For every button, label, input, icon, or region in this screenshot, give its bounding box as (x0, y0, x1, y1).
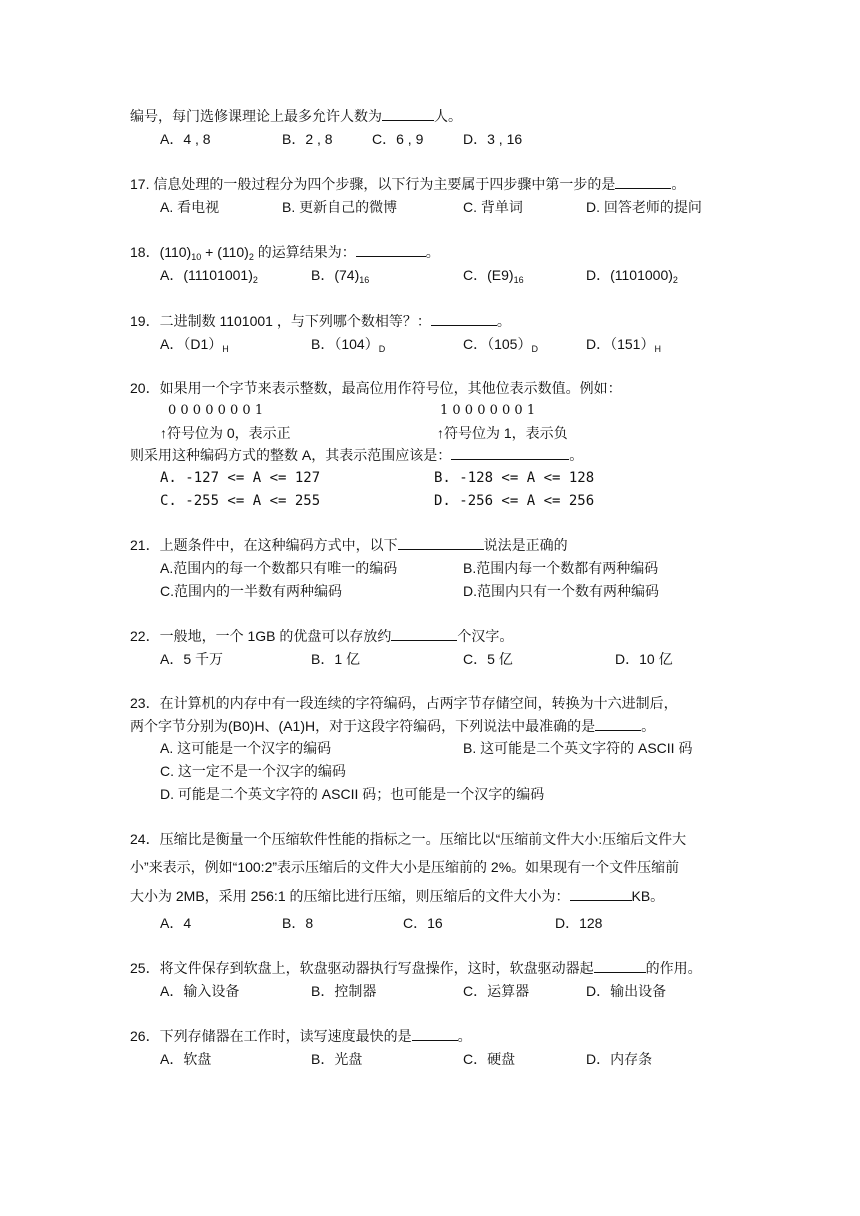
q25-option-d: D．输出设备 (586, 983, 667, 999)
q18-option-b-sub: 16 (359, 275, 370, 285)
q21-stem-end: 说法是正确的 (483, 537, 568, 553)
q19-option-b (311, 334, 385, 354)
q20-bits-negative: 1 0 0 0 0 0 0 1 (440, 403, 536, 418)
q23-stem-line2 (130, 716, 655, 736)
q17-option-a: A. 看电视 (160, 199, 220, 215)
q19-option-c-sub: D (531, 344, 538, 354)
q20-note-positive: ↑符号位为 0，表示正 (160, 425, 291, 441)
q25-stem-end: 的作用。 (645, 960, 702, 976)
q20-option-c: C. -255 <= A <= 255 (160, 493, 321, 509)
q18-option-a-text: A．(11101001) (160, 267, 253, 283)
q20-bits-positive: 0 0 0 0 0 0 0 1 (168, 403, 264, 418)
q20-stem-2-text: 则采用这种编码方式的整数 A，其表示范围应该是： (130, 447, 452, 463)
q21-option-b: B.范围内每一个数都有两种编码 (463, 560, 659, 576)
answer-blank (398, 535, 484, 550)
q16-option-d: D．3 , 16 (463, 131, 523, 147)
q24-stem-end: KB。 (631, 888, 665, 904)
q16-option-a: A．4 , 8 (160, 131, 211, 147)
q26-option-b: B．光盘 (311, 1051, 363, 1067)
q17-stem (130, 174, 685, 194)
q20-option-d: D. -256 <= A <= 256 (434, 493, 595, 509)
q24-option-c: C．16 (403, 915, 443, 931)
q18-option-c-text: C．(E9) (463, 267, 514, 283)
q23-option-a: A. 这可能是一个汉字的编码 (160, 740, 332, 756)
q22-stem (130, 626, 513, 646)
q18-sub-1: 10 (191, 252, 202, 262)
q20-stem: 20．如果用一个字节来表示整数，最高位用作符号位，其他位表示数值。例如： (130, 380, 622, 396)
q26-option-d: D．内存条 (586, 1051, 653, 1067)
q19-option-c (463, 334, 538, 354)
q16-option-b: B．2 , 8 (282, 131, 333, 147)
q26-option-a: A．软盘 (160, 1051, 212, 1067)
q26-stem (130, 1026, 472, 1046)
q24-option-d: D．128 (555, 915, 603, 931)
q18-option-b-text: B．(74) (311, 267, 360, 283)
q19-option-b-sub: D (378, 344, 386, 354)
q19-option-c-text: C．（105） (463, 336, 532, 352)
q20-option-a: A. -127 <= A <= 127 (160, 470, 321, 486)
q23-stem-text: 两个字节分别为(B0)H、(A1)H，对于这段字符编码，下列说法中最准确的是 (130, 718, 596, 734)
q19-option-d-text: D．（151） (586, 336, 655, 352)
q18-option-c (463, 265, 524, 285)
answer-blank (382, 106, 434, 121)
q16-stem-text: 编号，每门选修课理论上最多允许人数为 (130, 108, 382, 124)
answer-blank (595, 716, 641, 731)
q23-option-c: C. 这一定不是一个汉字的编码 (160, 763, 346, 779)
q26-stem-text: 26．下列存储器在工作时，读写速度最快的是 (130, 1028, 412, 1044)
answer-blank (451, 445, 569, 460)
q24-stem-line3 (130, 886, 664, 906)
q18-option-a-sub: 2 (252, 275, 258, 285)
q20-stem-2 (130, 445, 583, 465)
q17-option-c: C. 背单词 (463, 199, 523, 215)
q18-text-1: 18．(110) (130, 244, 192, 260)
q25-option-a: A．输入设备 (160, 983, 240, 999)
q25-option-c: C．运算器 (463, 983, 530, 999)
q25-stem (130, 958, 702, 978)
q22-stem-text: 22．一般地，一个 1GB 的优盘可以存放约 (130, 628, 392, 644)
q18-option-d (586, 265, 678, 285)
answer-blank (594, 958, 646, 973)
q17-stem-text: 17. 信息处理的一般过程分为四个步骤，以下行为主要属于四步骤中第一步的是 (130, 176, 616, 192)
q20-stem-2-end: 。 (569, 447, 584, 463)
q24-stem-text: 大小为 2MB，采用 256:1 的压缩比进行压缩，则压缩后的文件大小为： (130, 888, 570, 904)
q19-option-a-sub: H (222, 344, 229, 354)
q19-stem-text: 19．二进制数 1101001 ，与下列哪个数相等？： (130, 313, 431, 329)
q18-sub-2: 2 (248, 252, 254, 262)
q16-option-c: C．6 , 9 (372, 131, 424, 147)
q18-stem-end: 。 (425, 244, 440, 260)
answer-blank (570, 886, 632, 901)
q23-stem-end: 。 (641, 718, 656, 734)
q18-option-a (160, 265, 258, 285)
q19-option-b-text: B．（104） (311, 336, 379, 352)
q19-option-a (160, 334, 229, 354)
q21-option-a: A.范围内的每一个数都只有唯一的编码 (160, 560, 398, 576)
answer-blank (412, 1026, 458, 1041)
q24-option-b: B．8 (282, 915, 314, 931)
q18-option-d-text: D．(1101000) (586, 267, 673, 283)
q18-stem (130, 242, 440, 262)
q19-option-a-text: A．（D1） (160, 336, 223, 352)
q19-stem-end: 。 (496, 313, 511, 329)
q21-option-c: C.范围内的一半数有两种编码 (160, 583, 342, 599)
q18-text-3: 的运算结果为： (253, 244, 356, 260)
q25-option-b: B．控制器 (311, 983, 377, 999)
q24-option-a: A．4 (160, 915, 192, 931)
q16-stem-end: 人。 (434, 108, 462, 124)
answer-blank (431, 311, 497, 326)
q17-stem-end: 。 (671, 176, 686, 192)
q25-stem-text: 25．将文件保存到软盘上，软盘驱动器执行写盘操作，这时，软盘驱动器起 (130, 960, 594, 976)
q17-option-b: B. 更新自己的微博 (282, 199, 398, 215)
q24-stem-line1: 24．压缩比是衡量一个压缩软件性能的指标之一。压缩比以“压缩前文件大小:压缩后文件大 (130, 831, 687, 847)
answer-blank (356, 242, 426, 257)
answer-blank (615, 174, 671, 189)
q20-note-negative: ↑符号位为 1，表示负 (437, 425, 568, 441)
q20-option-b: B. -128 <= A <= 128 (434, 470, 595, 486)
q23-option-b: B. 这可能是二个英文字符的 ASCII 码 (463, 740, 693, 756)
q19-option-d (586, 334, 661, 354)
q23-stem-line1: 23．在计算机的内存中有一段连续的字符编码，占两字节存储空间，转换为十六进制后， (130, 695, 678, 711)
q21-stem (130, 535, 568, 555)
q24-stem-line2: 小”来表示，例如“100:2”表示压缩后的文件大小是压缩前的 2%。如果现有一个文件压缩前 (130, 859, 680, 875)
q18-option-c-sub: 16 (513, 275, 524, 285)
q21-stem-text: 21．上题条件中，在这种编码方式中，以下 (130, 537, 398, 553)
q16-stem (130, 106, 462, 126)
answer-blank (391, 626, 457, 641)
q23-option-d: D. 可能是二个英文字符的 ASCII 码；也可能是一个汉字的编码 (160, 786, 545, 802)
q18-text-2: + (110) (201, 244, 249, 260)
q21-option-d: D.范围内只有一个数有两种编码 (463, 583, 659, 599)
q17-option-d: D. 回答老师的提问 (586, 199, 702, 215)
q22-option-d: D．10 亿 (615, 651, 673, 667)
q26-stem-end: 。 (457, 1028, 472, 1044)
q26-option-c: C．硬盘 (463, 1051, 516, 1067)
q19-stem (130, 311, 511, 331)
q22-option-c: C．5 亿 (463, 651, 513, 667)
q18-option-d-sub: 2 (672, 275, 678, 285)
q22-stem-end: 个汉字。 (457, 628, 514, 644)
q19-option-d-sub: H (654, 344, 661, 354)
q22-option-a: A．5 千万 (160, 651, 224, 667)
q18-option-b (311, 265, 369, 285)
q22-option-b: B．1 亿 (311, 651, 361, 667)
